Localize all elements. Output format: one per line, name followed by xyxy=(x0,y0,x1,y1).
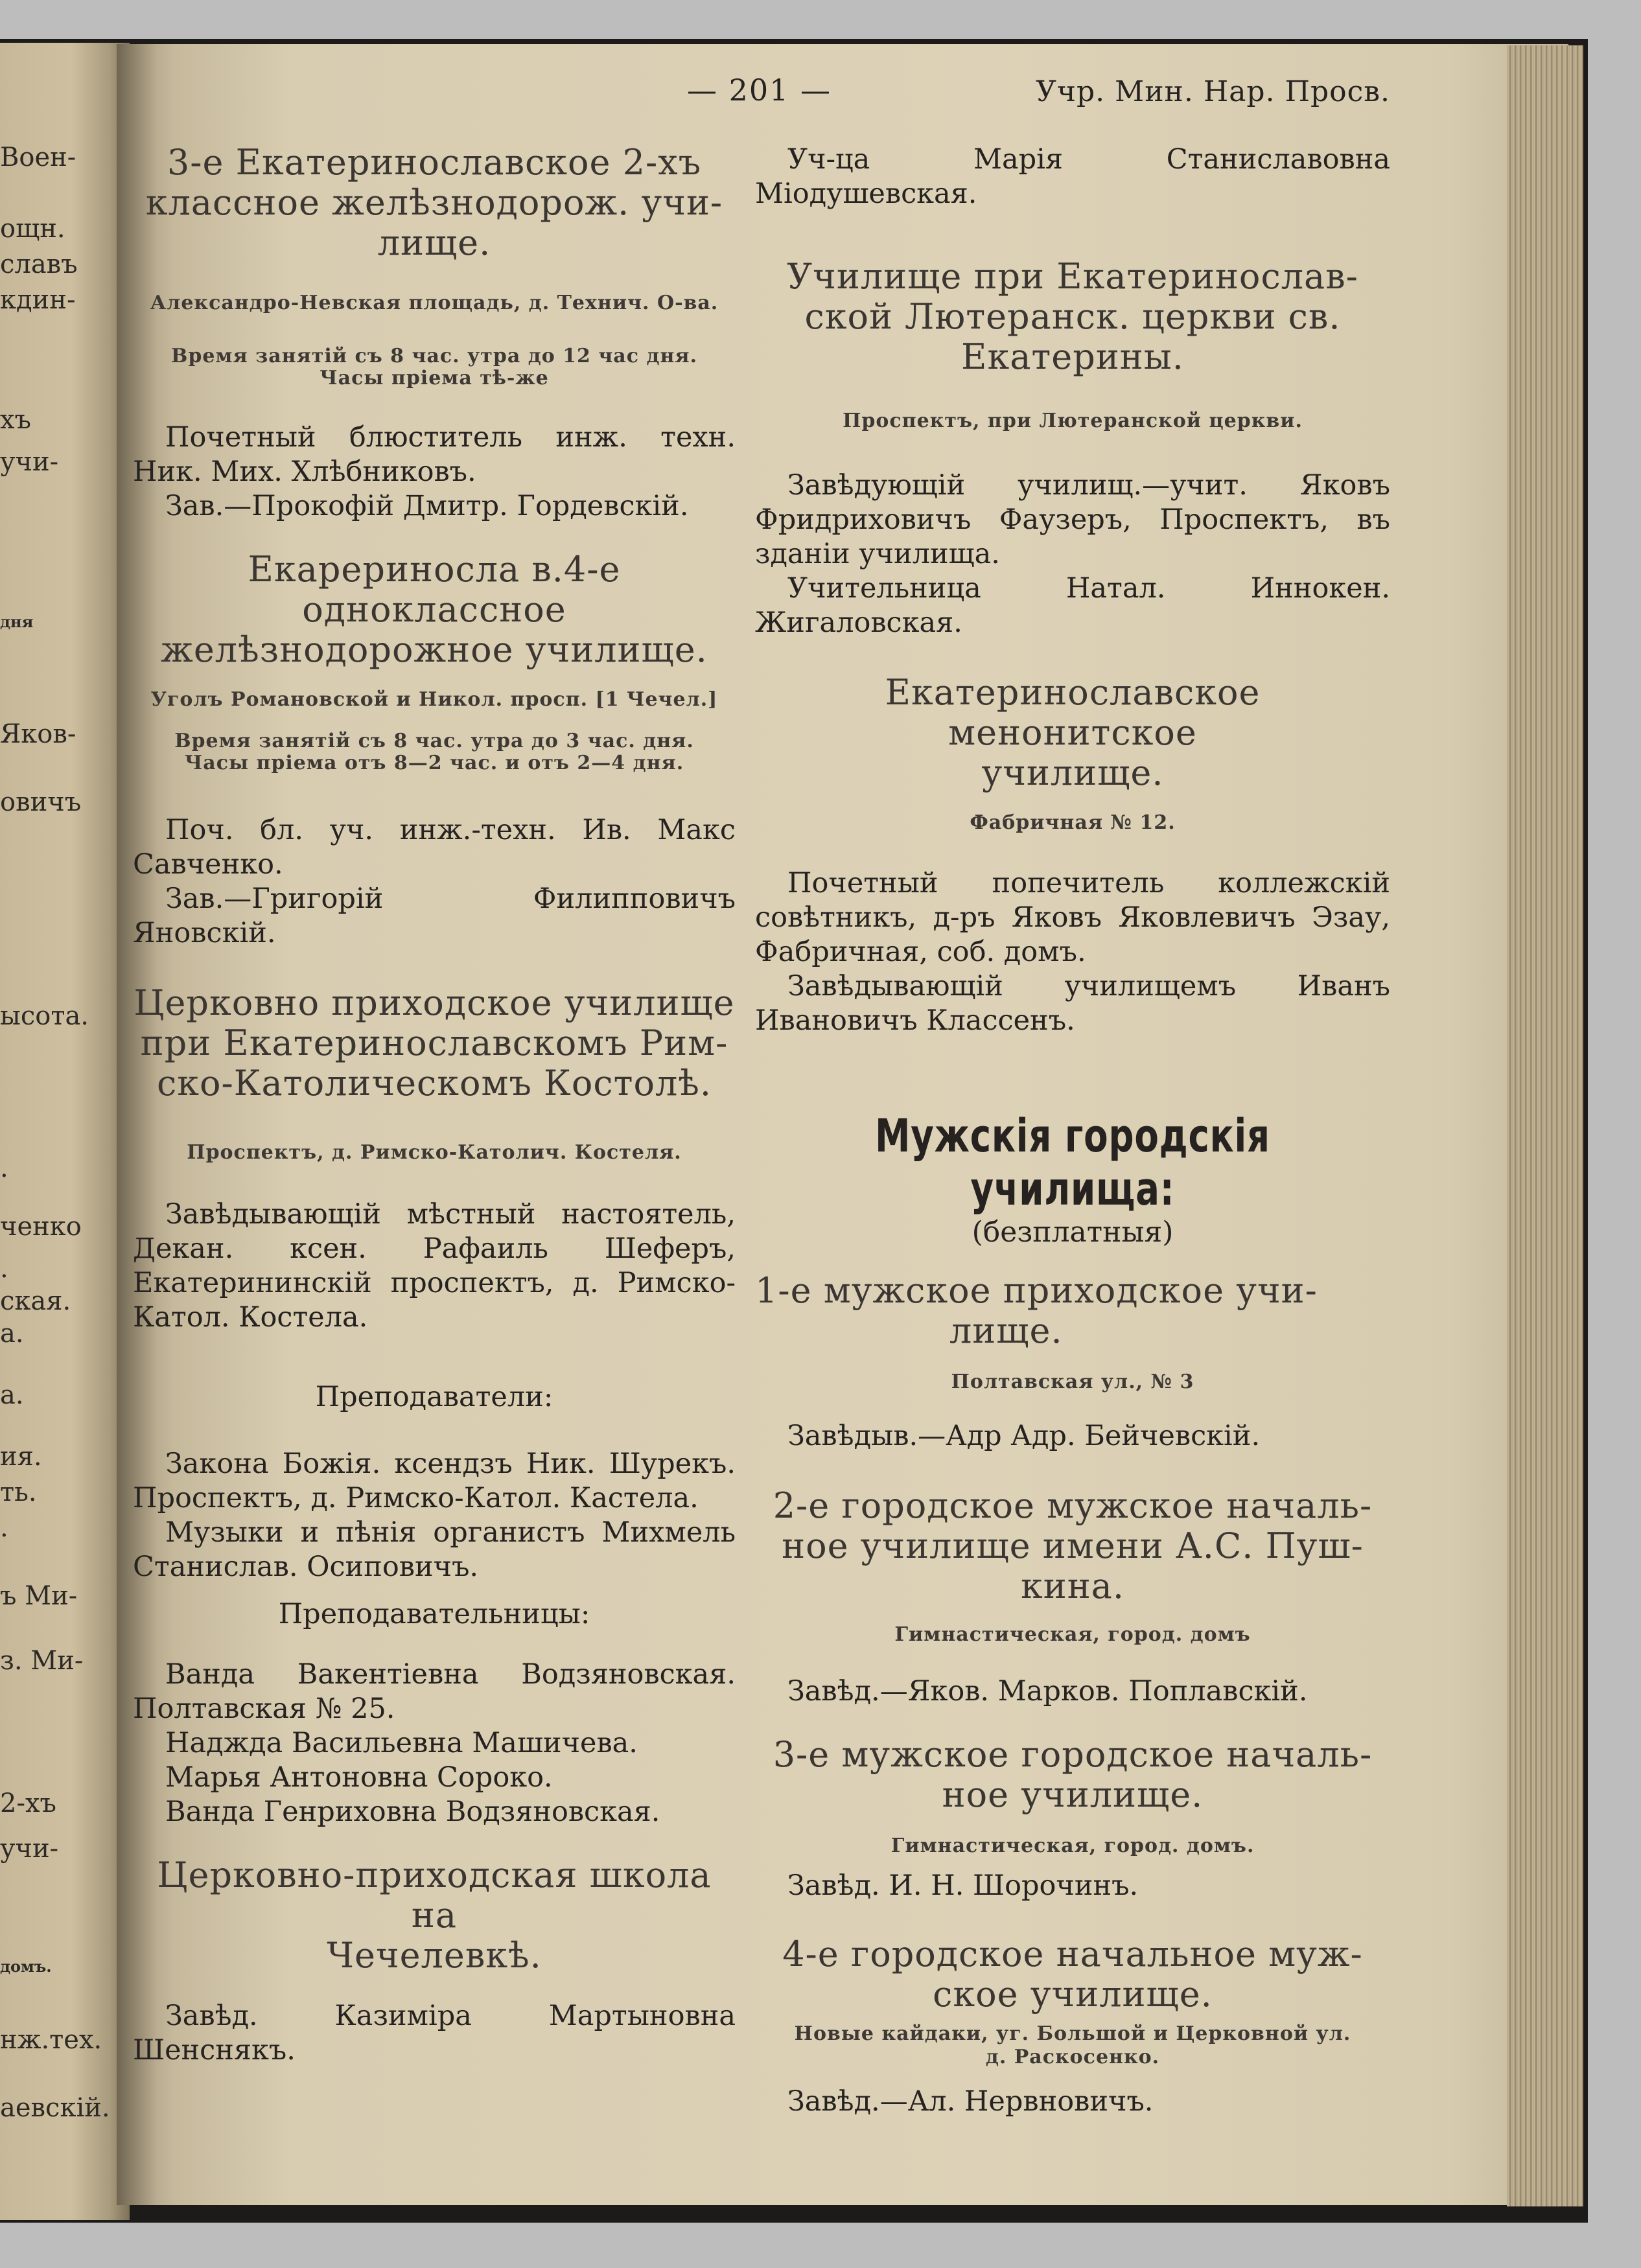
entry-body-line: Завѣд. И. Н. Шорочинъ. xyxy=(787,1869,1139,1902)
entry-address: Гимнастическая, город. домъ xyxy=(894,1623,1251,1646)
entry-address: Проспектъ, д. Римско-Католич. Костеля. xyxy=(187,1141,682,1164)
entry-mens-school-2 xyxy=(755,1486,1390,1709)
entry-body-line: Зав.—Прокофій Дмитр. Гордевскій. xyxy=(165,490,689,522)
entry-title: Церковно приходское училище при Екатеринославскомъ Рим- ско-Католическомъ Костолѣ. xyxy=(134,982,735,1104)
entry-title: 3-е Екатеринославское 2-хъ классное желѣзнодорож. учи- лище. xyxy=(145,142,723,263)
left-page-edge xyxy=(0,43,130,2220)
left-page-fragment: з. Ми- xyxy=(0,1646,84,1676)
entry-title: 3-е мужское городское началь- ное училище. xyxy=(773,1734,1373,1815)
entry-title: Церковно-приходская школа на Чечелевкѣ. xyxy=(157,1855,712,1976)
teacher-line: Наджда Васильевна Машичева. xyxy=(165,1727,638,1759)
entry-address: Новые кайдаки, уг. Большой и Церковной ул. д. Раскосенко. xyxy=(794,2022,1351,2068)
entry-address: Уголъ Романовской и Никол. просп. [1 Чечел.] xyxy=(150,688,718,711)
entry-mens-school-4 xyxy=(755,1934,1390,2119)
entry-body-line: Завѣд.—Ал. Нервновичъ. xyxy=(787,2085,1154,2118)
entry-title: 4-е городское начальное муж- ское училище. xyxy=(782,1934,1363,2015)
teacher-line: Музыки и пѣнія органистъ Михмель Станислав. Осиповичъ. xyxy=(133,1516,736,1583)
teacher-line: Закона Божія. ксендзъ Ник. Шурекъ. Проспектъ, д. Римско-Катол. Кастела. xyxy=(133,1448,736,1514)
entry-catholic-school xyxy=(133,983,736,1335)
left-page-fragment: . xyxy=(0,1153,8,1183)
left-page-fragment: . xyxy=(0,1513,8,1543)
entry-mennonite-school xyxy=(755,673,1390,1038)
entry-school-4 xyxy=(133,550,736,951)
left-page-fragment: учи- xyxy=(0,1834,59,1864)
section-subtitle: (безплатныя) xyxy=(972,1216,1174,1249)
left-page-fragment: Воен- xyxy=(0,143,76,172)
left-page-fragment: ощн. xyxy=(0,214,65,244)
left-page-fragment: нж.тех. xyxy=(0,2025,102,2055)
entry-school-3 xyxy=(133,143,736,524)
entry-hours: Время занятій съ 8 час. утра до 12 час дня. Часы пріема тѣ-же xyxy=(170,345,698,389)
left-page-fragment: Яков- xyxy=(0,719,76,749)
entry-body-line: Завѣдывающій училищемъ Иванъ Ивановичъ Классенъ. xyxy=(755,970,1390,1037)
left-page-fragment: 2-хъ xyxy=(0,1788,56,1818)
left-page-fragment: ысота. xyxy=(0,1001,89,1031)
teacher-line: Ванда Генриховна Водзяновская. xyxy=(165,1796,660,1828)
left-page-fragment: учи- xyxy=(0,447,59,477)
left-page-fragment: хъ xyxy=(0,405,32,435)
page-header xyxy=(648,73,1390,114)
left-page-fragment: . xyxy=(0,1254,8,1284)
intro-line: Уч-ца Марія Станиславовна Міодушевская. xyxy=(755,143,1390,210)
left-column xyxy=(133,143,736,2068)
left-page-fragment: ия. xyxy=(0,1442,42,1472)
left-page-fragment: ская. xyxy=(0,1286,71,1316)
left-page-fragment: овичъ xyxy=(0,787,82,817)
right-column xyxy=(755,143,1390,2119)
teacher-line: Марья Антоновна Сороко. xyxy=(165,1761,553,1794)
entry-body-line: Завѣдывающій мѣстный настоятель, Декан. ксен. Рафаиль Шеферъ, Екатерининскій проспектъ, д. Римско-Катол. Костела. xyxy=(133,1198,736,1334)
page-number: — 201 — xyxy=(687,73,832,108)
entry-chechelevka-school xyxy=(133,1855,736,2068)
entry-body-line: Завѣдыв.—Адр Адр. Бейчевскій. xyxy=(787,1420,1261,1452)
left-page-fragment: ть. xyxy=(0,1477,37,1507)
entry-body-line: Завѣдующій училищ.—учит. Яковъ Фридриховичъ Фаузеръ, Проспектъ, въ зданіи училища. xyxy=(755,469,1390,570)
teachers-heading: Преподаватели: xyxy=(315,1381,553,1413)
entry-body-line: Почетный блюститель инж. техн. Ник. Мих. Хлѣбниковъ. xyxy=(133,421,736,488)
section-title: Мужскія городскія училища: xyxy=(875,1109,1270,1216)
entry-title: 1-е мужское приходское учи- лище. xyxy=(755,1270,1318,1351)
entry-address: Полтавская ул., № 3 xyxy=(951,1371,1194,1393)
entry-address: Александро-Невская площадь, д. Технич. О-ва. xyxy=(150,292,719,314)
left-page-fragment: дня xyxy=(0,612,34,631)
entry-mens-school-1 xyxy=(755,1271,1390,1453)
section-mens-city-schools xyxy=(755,1109,1390,1249)
left-page-fragment: славъ xyxy=(0,249,78,279)
left-page-fragment: ченко xyxy=(0,1212,82,1242)
left-page-fragment: а. xyxy=(0,1380,24,1410)
left-page-fragment: ъ Ми- xyxy=(0,1581,78,1611)
teacher-line: Ванда Вакентіевна Водзяновская. Полтавская № 25. xyxy=(133,1658,736,1725)
female-teachers-heading: Преподавательницы: xyxy=(278,1598,590,1630)
entry-body-line: Завѣд.—Яков. Марков. Поплавскій. xyxy=(787,1675,1308,1707)
entry-body-line: Учительница Натал. Иннокен. Жигаловская. xyxy=(755,572,1390,639)
entry-title: 2-е городское мужское началь- ное училище имени А.С. Пуш- кина. xyxy=(773,1485,1373,1606)
entry-lutheran-school xyxy=(755,257,1390,640)
entry-body-line: Почетный попечитель коллежскій совѣтникъ, д-ръ Яковъ Яковлевичъ Эзау, Фабричная, соб. домъ. xyxy=(755,867,1390,968)
entry-body-line: Зав.—Григорій Филипповичъ Яновскій. xyxy=(133,883,736,949)
entry-body-line: Завѣд. Казиміра Мартыновна Шенснякъ. xyxy=(133,2000,736,2066)
entry-address: Проспектъ, при Лютеранской церкви. xyxy=(843,410,1303,432)
entry-title: Екатеринославское менонитское училище. xyxy=(885,672,1261,793)
entry-mens-school-3 xyxy=(755,1735,1390,1903)
left-page-fragment: кдин- xyxy=(0,285,76,315)
entry-title: Училище при Екатеринослав- ской Лютеранск. церкви св. Екатерины. xyxy=(787,256,1358,377)
left-page-fragment: аевскій. xyxy=(0,2093,110,2123)
page-stack-edge xyxy=(1507,45,1583,2206)
running-head: Учр. Мин. Нар. Просв. xyxy=(1036,75,1390,108)
entry-body-line: Поч. бл. уч. инж.-техн. Ив. Макс Савченко. xyxy=(133,814,736,881)
left-page-fragment: домъ. xyxy=(0,1957,52,1976)
entry-title: Екарериносла в.4-е одноклассное желѣзнодорожное училище. xyxy=(161,549,708,670)
entry-hours: Время занятій съ 8 час. утра до 3 час. дня. Часы пріема отъ 8—2 час. и отъ 2—4 дня. xyxy=(174,730,694,774)
entry-address: Фабричная № 12. xyxy=(970,811,1176,834)
left-page-fragment: а. xyxy=(0,1319,24,1348)
entry-address: Гимнастическая, город. домъ. xyxy=(890,1834,1255,1857)
